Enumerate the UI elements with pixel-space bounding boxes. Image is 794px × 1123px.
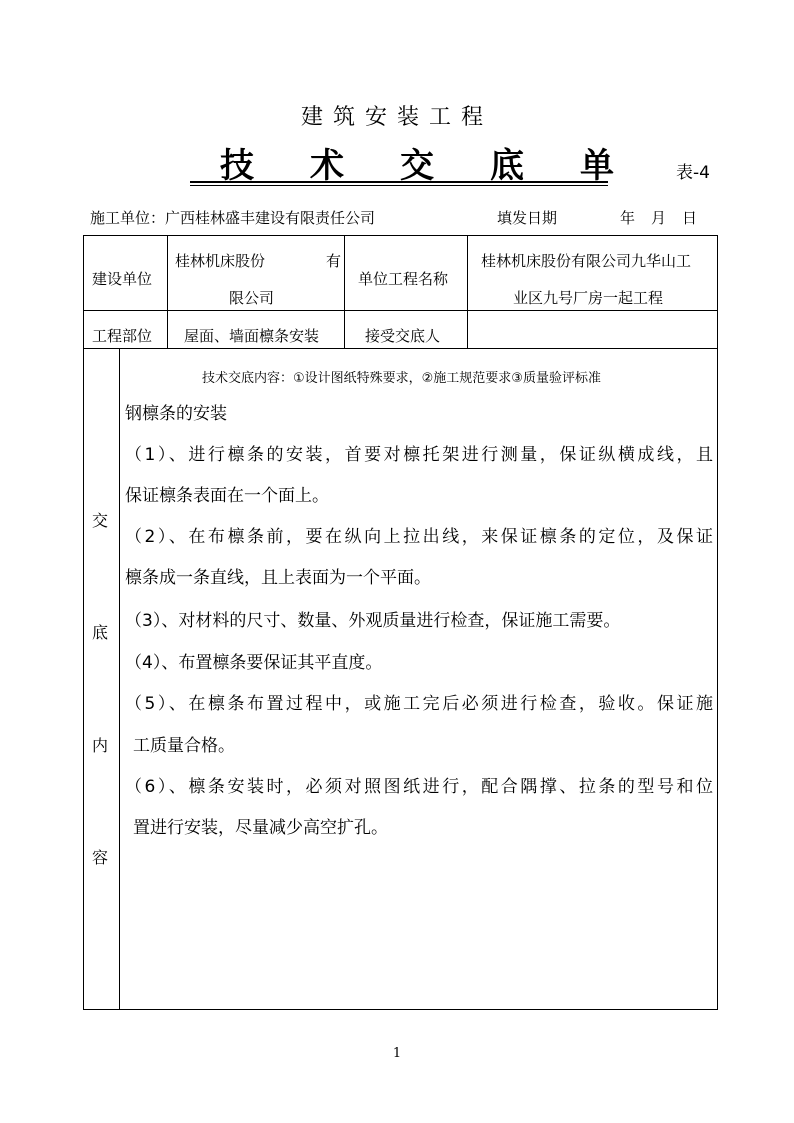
side-label-char: 容 [92,848,109,867]
document-subtitle: 建筑安装工程 [300,105,493,130]
content-line: 檩条成一条直线，且上表面为一个平面。 [125,568,431,588]
fill-date-label: 填发日期 [497,209,558,227]
part-value: 屋面、墙面檩条安装 [184,327,320,345]
content-line: （4）、布置檩条要保证其平直度。 [125,653,383,673]
content-line: （1）、进行檩条的安装，首要对檩托架进行测量，保证纵横成线，且 [125,445,713,465]
owner-value-line2: 限公司 [229,289,275,307]
column-divider [167,235,168,348]
page-number: 1 [392,1046,402,1061]
owner-label: 建设单位 [92,270,153,288]
content-line: （6）、檩条安装时，必须对照图纸进行，配合隅撑、拉条的型号和位 [125,777,713,797]
project-name-label: 单位工程名称 [358,270,449,288]
row-divider [83,348,718,349]
content-heading: 钢檩条的安装 [125,404,227,424]
side-label-char: 底 [92,623,109,642]
column-divider [119,348,120,1010]
column-divider [344,235,345,348]
title-underline [190,181,608,183]
owner-value-line1-end: 有 [326,252,342,270]
content-line: 工质量合格。 [133,736,235,756]
content-line: 保证檩条表面在一个面上。 [125,486,329,506]
part-label: 工程部位 [92,327,153,345]
side-label-char: 交 [92,511,109,530]
content-line: 置进行安装，尽量减少高空扩孔。 [133,818,388,838]
project-name-line1: 桂林机床股份有限公司九华山工 [481,252,692,270]
content-line: （3）、对材料的尺寸、数量、外观质量进行检查，保证施工需要。 [125,611,621,631]
contractor-label: 施工单位：广西桂林盛丰建设有限责任公司 [90,209,376,227]
side-label-char: 内 [92,736,109,755]
date-day-label: 日 [682,209,698,227]
title-underline-thin [190,185,608,186]
date-year-label: 年 [620,209,636,227]
column-divider [467,235,468,348]
form-number: 表-4 [676,163,710,183]
receiver-label: 接受交底人 [365,327,441,345]
row-divider [83,310,718,311]
content-intro: 技术交底内容：①设计图纸特殊要求，②施工规范要求③质量验评标准 [202,371,601,386]
content-line: （2）、在布檩条前，要在纵向上拉出线，来保证檩条的定位，及保证 [125,527,713,547]
project-name-line2: 业区九号厂房一起工程 [513,289,664,307]
date-month-label: 月 [651,209,667,227]
owner-value-line1: 桂林机床股份 [175,252,266,270]
content-line: （5）、在檩条布置过程中，或施工完后必须进行检查，验收。保证施 [125,694,713,714]
document-title: 技术交底单 [220,146,670,186]
